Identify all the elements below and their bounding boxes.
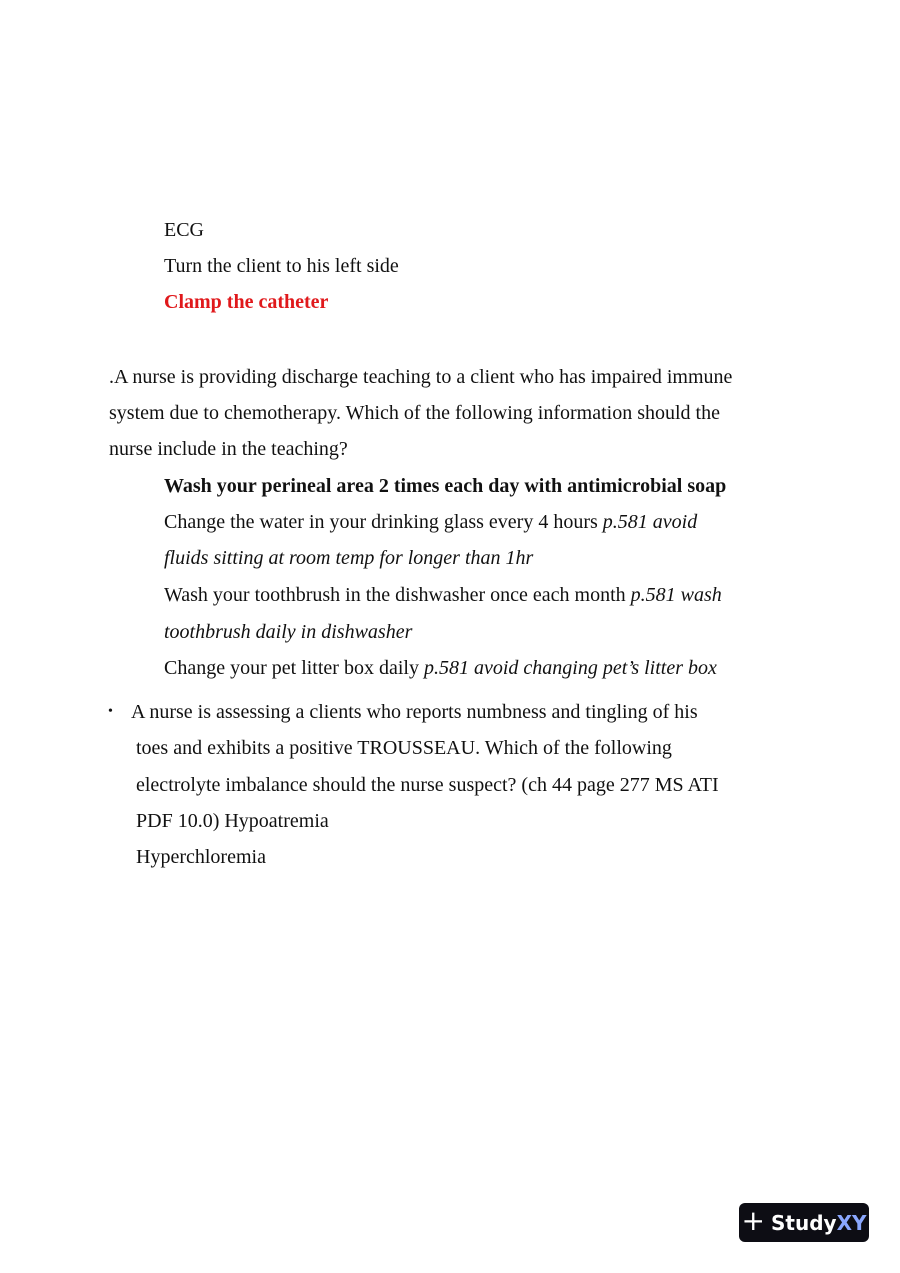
- q2-stem-line-1: .A nurse is providing discharge teaching to a client who has impaired immune: [109, 366, 733, 388]
- option-ecg: ECG: [164, 219, 204, 241]
- logo-text: [771, 1211, 866, 1235]
- q2-option-3-note: p.581 avoid changing pet’s litter box: [423, 657, 717, 679]
- q3-option-hyperchloremia: Hyperchloremia: [136, 846, 266, 868]
- q3-stem-line-3: electrolyte imbalance should the nurse suspect? (ch 44 page 277 MS ATI: [136, 774, 719, 796]
- q2-stem-line-3: nurse include in the teaching?: [109, 438, 348, 460]
- q3-stem-line-1: A nurse is assessing a clients who reports numbness and tingling of his: [131, 701, 698, 723]
- q2-option-2-note: p.581 wash: [630, 584, 722, 606]
- answer-clamp-catheter: Clamp the catheter: [164, 291, 329, 313]
- plus-icon: +: [741, 1204, 765, 1237]
- q2-option-3: [164, 656, 717, 680]
- q2-option-2-text: Wash your toothbrush in the dishwasher once each month: [164, 584, 631, 606]
- q2-answer: Wash your perineal area 2 times each day with antimicrobial soap: [164, 475, 727, 497]
- q2-option-1-note-cont: fluids sitting at room temp for longer than 1hr: [164, 547, 534, 569]
- q3-stem-line-4: PDF 10.0) Hypoatremia: [136, 810, 329, 832]
- logo-study: Study: [771, 1210, 837, 1235]
- q2-option-1-text: Change the water in your drinking glass every 4 hours: [164, 511, 603, 533]
- q3-bullet: •: [108, 704, 113, 719]
- logo-xy: XY: [836, 1210, 867, 1235]
- q3-stem-line-2: toes and exhibits a positive TROUSSEAU. Which of the following: [136, 737, 672, 759]
- q2-option-1-note: p.581 avoid: [602, 511, 698, 533]
- option-turn-left: Turn the client to his left side: [164, 255, 399, 277]
- q2-option-1: [164, 510, 697, 534]
- q2-option-2: [164, 583, 722, 607]
- q2-option-3-text: Change your pet litter box daily: [164, 657, 424, 679]
- q2-option-2-note-cont: toothbrush daily in dishwasher: [164, 621, 413, 643]
- studyxy-logo[interactable]: [739, 1203, 869, 1242]
- q2-stem-line-2: system due to chemotherapy. Which of the following information should the: [109, 402, 720, 424]
